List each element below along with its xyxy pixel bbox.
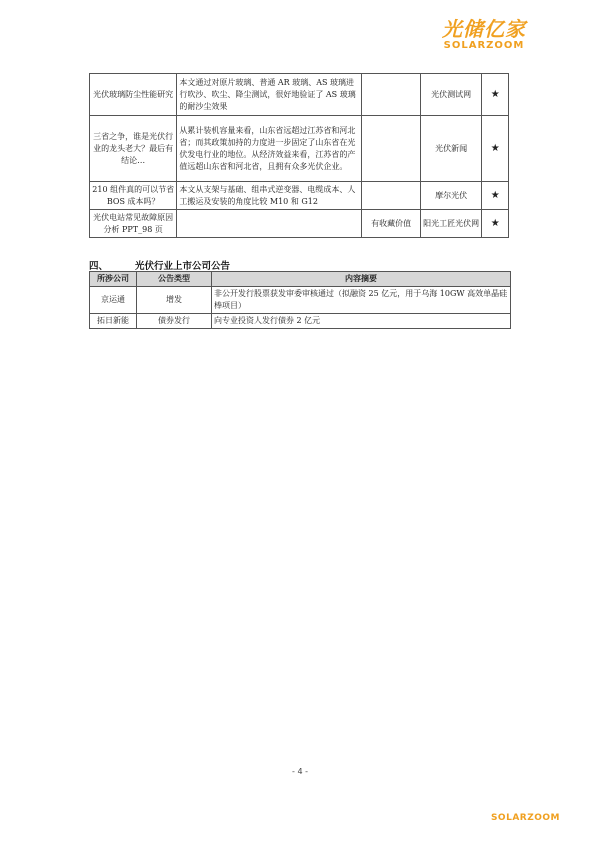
page-number: - 4 - — [292, 767, 308, 776]
article-source: 阳光工匠光伏网 — [420, 210, 481, 238]
logo-chinese-text: 光储亿家 — [442, 17, 526, 41]
articles-table — [89, 73, 509, 238]
solarzoom-logo — [424, 18, 544, 52]
article-note — [362, 74, 421, 116]
logo-english-text: SOLARZOOM — [443, 40, 525, 51]
star-icon: ★ — [482, 210, 509, 238]
article-note — [362, 182, 421, 210]
star-icon: ★ — [482, 116, 509, 182]
section-number: 四、 — [89, 261, 109, 272]
article-source: 摩尔光伏 — [420, 182, 481, 210]
announcement-content: 向专业投资人发行债券 2 亿元 — [212, 314, 511, 329]
announcement-content: 非公开发行股票获发审委审核通过（拟融资 25 亿元，用于乌海 10GW 高效单晶硅棒项目） — [212, 287, 511, 314]
article-note — [362, 116, 421, 182]
announcement-company: 京运通 — [90, 287, 137, 314]
announcement-company: 拓日新能 — [90, 314, 137, 329]
section-heading — [89, 258, 230, 272]
article-title: 光伏电站常见故障原因分析 PPT_98 页 — [90, 210, 177, 238]
table-row — [90, 287, 511, 314]
article-summary: 从累计装机容量来看，山东省远超过江苏省和河北省；而其政策加持的力度进一步固定了山东省在光伏发电行业的地位。从经济效益来看，江苏省的产值远超山东省和河北省，且拥有众多光伏企业。 — [177, 116, 362, 182]
table-row — [90, 210, 509, 238]
table-row — [90, 314, 511, 329]
announcements-table — [89, 271, 511, 329]
table-row — [90, 74, 509, 116]
announcement-type: 债券发行 — [137, 314, 212, 329]
article-source: 光伏测试网 — [420, 74, 481, 116]
footer-logo: SOLARZOOM — [490, 813, 560, 823]
star-icon: ★ — [482, 74, 509, 116]
table-row — [90, 116, 509, 182]
table-row — [90, 182, 509, 210]
section-title-text: 光伏行业上市公司公告 — [135, 261, 231, 272]
announcement-type: 增发 — [137, 287, 212, 314]
article-note: 有收藏价值 — [362, 210, 421, 238]
column-header-content: 内容摘要 — [212, 272, 511, 287]
article-title: 三省之争，谁是光伏行业的龙头老大？最后有结论… — [90, 116, 177, 182]
star-icon: ★ — [482, 182, 509, 210]
article-summary: 本文从支架与基础、组串式逆变器、电缆成本、人工搬运及安装的角度比较 M10 和 G12 — [177, 182, 362, 210]
article-title: 光伏玻璃防尘性能研究 — [90, 74, 177, 116]
article-summary: 本文通过对原片玻璃、普通 AR 玻璃、AS 玻璃进行吹沙、吹尘、降尘测试，很好地验证了 AS 玻璃的耐沙尘效果 — [177, 74, 362, 116]
article-source: 光伏新闻 — [420, 116, 481, 182]
column-header-type: 公告类型 — [137, 272, 212, 287]
article-title: 210 组件真的可以节省 BOS 成本吗？ — [90, 182, 177, 210]
table-header-row — [90, 272, 511, 287]
article-summary — [177, 210, 362, 238]
column-header-company: 所涉公司 — [90, 272, 137, 287]
